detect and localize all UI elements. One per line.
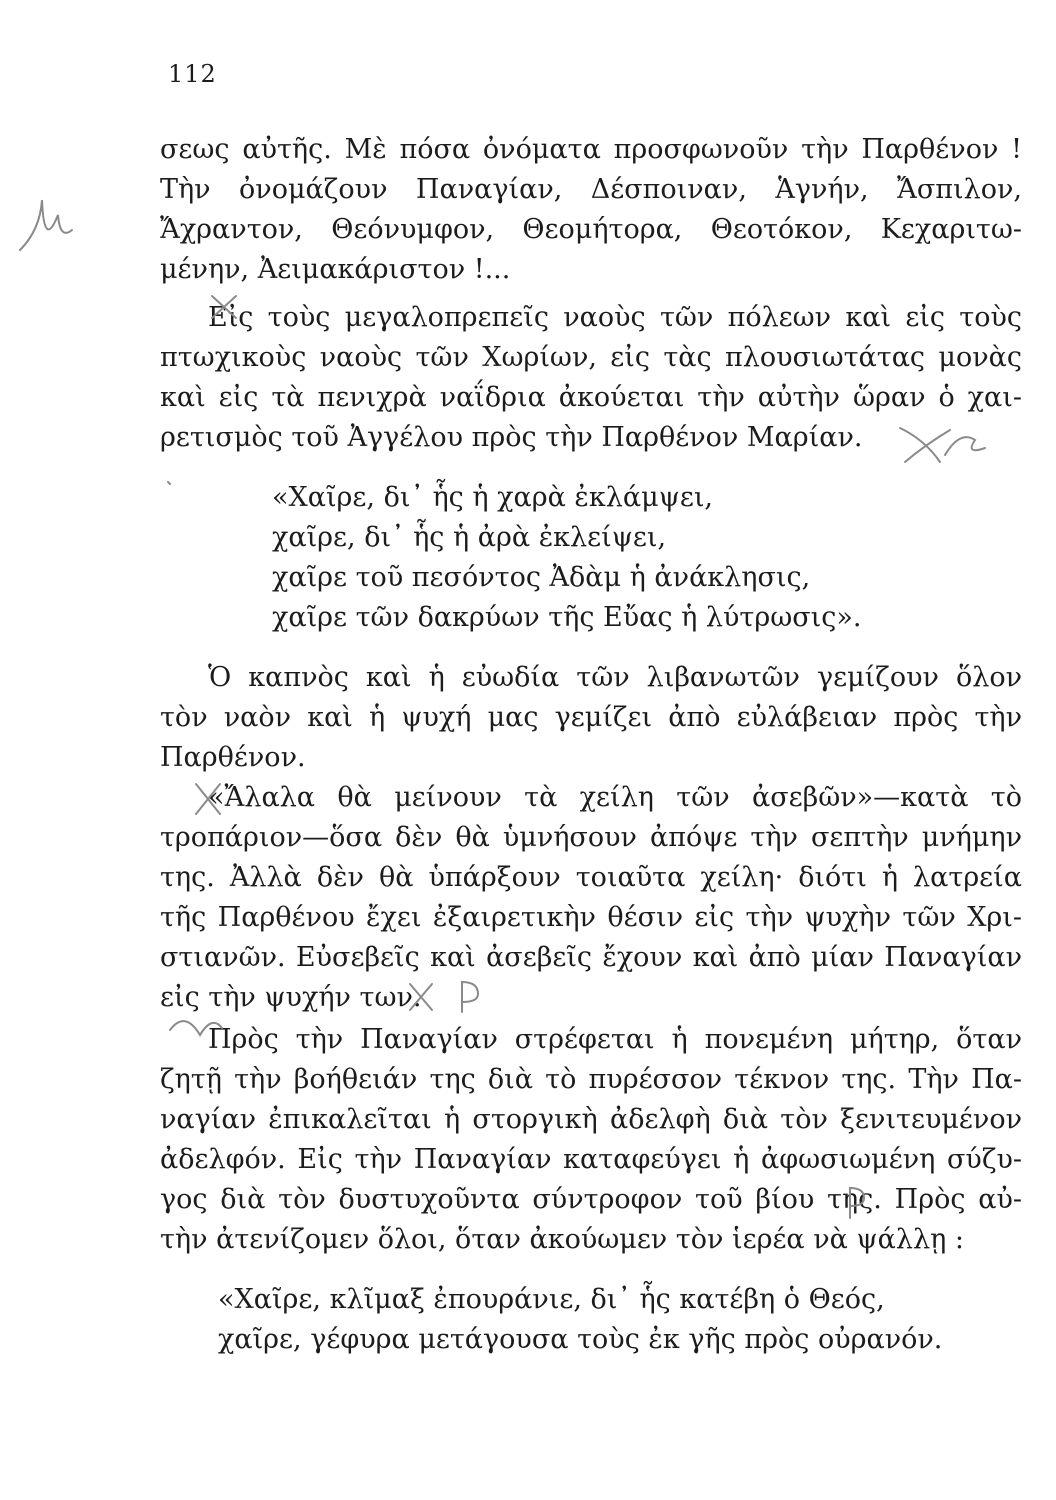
verse-line: χαῖρε, δι᾽ ἧς ἡ ἀρὰ ἐκλείψει, (272, 522, 667, 553)
dot-mark (168, 482, 170, 484)
margin-scribble-mark (20, 200, 72, 250)
text-line: «Ἄλαλα θὰ μείνουν τὰ χείλη τῶν ἀσεβῶν»—κατὰ τὸ (208, 782, 1022, 813)
text-line: της. Ἀλλὰ δὲν θὰ ὑπάρξουν τοιαῦτα χείλη· διότι ἡ λατρεία (160, 862, 1022, 893)
verse-line: χαῖρε τῶν δακρύων τῆς Εὔας ἡ λύτρωσις». (272, 602, 862, 633)
text-line: γος διὰ τὸν δυστυχοῦντα σύντροφον τοῦ βίου της. Πρὸς αὐ- (160, 1184, 1022, 1215)
verse-1 (272, 478, 861, 638)
verse-2 (218, 1280, 942, 1360)
text-line: Τὴν ὀνομάζουν Παναγίαν, Δέσποιναν, Ἁγνήν, Ἄσπιλον, (160, 174, 1022, 205)
text-line: πτωχικοὺς ναοὺς τῶν Χωρίων, εἰς τὰς πλουσιωτάτας μονὰς (160, 342, 1022, 373)
page-number: 112 (168, 60, 217, 88)
text-line: καὶ εἰς τὰ πενιχρὰ ναΐδρια ἀκούεται τὴν αὐτὴν ὥραν ὁ χαι- (160, 382, 1022, 413)
text-line: ζητῇ τὴν βοήθειάν της διὰ τὸ πυρέσσον τέκνον της. Τὴν Πα- (160, 1064, 1022, 1095)
text-line: εἰς τὴν ψυχήν των. (160, 982, 422, 1013)
paragraph-3 (160, 658, 1022, 778)
text-line: Παρθένον. (160, 742, 306, 773)
text-line: τροπάριον—ὅσα δὲν θὰ ὑμνήσουν ἀπόψε τὴν σεπτὴν μνήμην (160, 822, 1022, 853)
verse-line: «Χαῖρε, κλῖμαξ ἐπουράνιε, δι᾽ ἧς κατέβη ὁ Θεός, (218, 1284, 885, 1315)
text-line: Ἄχραντον, Θεόνυμφον, Θεομήτορα, Θεοτόκον, Κεχαριτω- (160, 214, 1022, 245)
paragraph-4 (160, 778, 1022, 1018)
text-line: στιανῶν. Εὐσεβεῖς καὶ ἀσεβεῖς ἔχουν καὶ ἀπὸ μίαν Παναγίαν (160, 942, 1022, 973)
text-line: ρετισμὸς τοῦ Ἀγγέλου πρὸς τὴν Παρθένον Μαρίαν. (160, 422, 863, 453)
text-line: σεως αὐτῆς. Μὲ πόσα ὀνόματα προσφωνοῦν τὴν Παρθένον ! (160, 134, 1022, 165)
text-line: ἀδελφόν. Εἰς τὴν Παναγίαν καταφεύγει ἡ ἀφωσιωμένη σύζυ- (160, 1144, 1022, 1175)
paragraph-1 (160, 130, 1022, 290)
text-line: Εἰς τοὺς μεγαλοπρεπεῖς ναοὺς τῶν πόλεων καὶ εἰς τοὺς (208, 302, 1022, 333)
paragraph-5 (160, 1020, 1022, 1260)
verse-line: χαῖρε τοῦ πεσόντος Ἀδὰμ ἡ ἀνάκλησις, (272, 562, 811, 593)
text-line: Ὁ καπνὸς καὶ ἡ εὐωδία τῶν λιβανωτῶν γεμίζουν ὅλον (208, 662, 1022, 693)
text-line: ναγίαν ἐπικαλεῖται ἡ στοργικὴ ἀδελφὴ διὰ τὸν ξενιτευμένον (160, 1104, 1022, 1135)
verse-line: «Χαῖρε, δι᾽ ἧς ἡ χαρὰ ἐκλάμψει, (272, 482, 714, 513)
text-line: μένην, Ἀειμακάριστον !... (160, 254, 511, 285)
text-line: τὴν ἀτενίζομεν ὅλοι, ὅταν ἀκούωμεν τὸν ἱερέα νὰ ψάλλῃ : (160, 1224, 964, 1255)
paragraph-2 (160, 298, 1022, 458)
text-line: τῆς Παρθένου ἔχει ἐξαιρετικὴν θέσιν εἰς τὴν ψυχὴν τῶν Χρι- (160, 902, 1022, 933)
text-line: τὸν ναὸν καὶ ἡ ψυχή μας γεμίζει ἀπὸ εὐλάβειαν πρὸς τὴν (160, 702, 1022, 733)
verse-line: χαῖρε, γέφυρα μετάγουσα τοὺς ἐκ γῆς πρὸς οὐρανόν. (218, 1324, 943, 1355)
text-line: Πρὸς τὴν Παναγίαν στρέφεται ἡ πονεμένη μήτηρ, ὅταν (208, 1024, 1022, 1055)
